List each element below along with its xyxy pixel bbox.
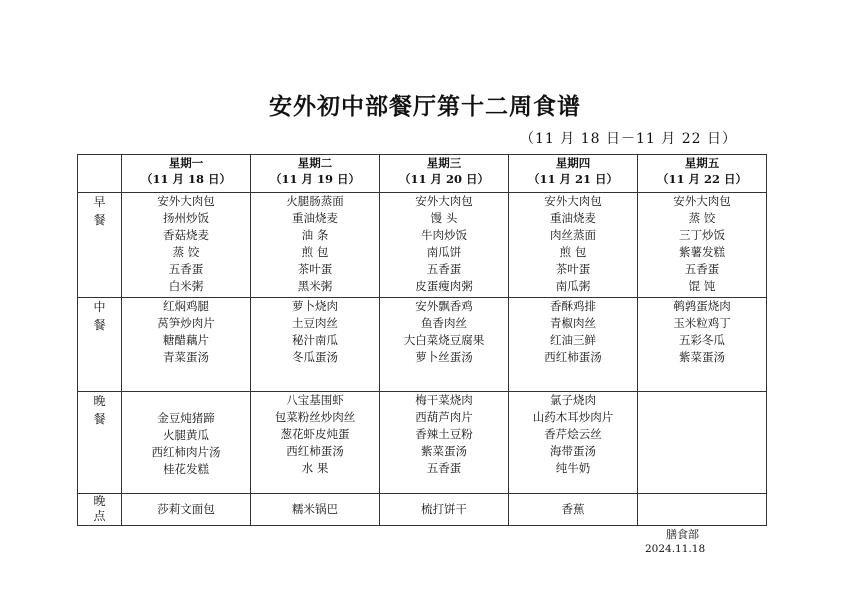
dish: 馄 饨 xyxy=(688,279,716,293)
breakfast-tue xyxy=(251,193,380,298)
dish: 重油烧麦 xyxy=(292,211,338,225)
dish: 白米粥 xyxy=(168,279,204,293)
dish: 三丁炒饭 xyxy=(679,228,725,242)
snack-tue: 糯米锅巴 xyxy=(251,494,380,526)
dish: 馒 头 xyxy=(430,211,458,225)
dish: 安外大肉包 xyxy=(673,194,731,208)
dish: 红焖鸡腿 xyxy=(163,299,209,313)
dish: 冬瓜蛋汤 xyxy=(292,350,338,364)
snack-fri xyxy=(638,494,767,526)
day-header-wed: 星期三 （11 月 20 日） xyxy=(380,155,509,193)
dish: 青菜蛋汤 xyxy=(163,350,209,364)
dinner-fri xyxy=(638,392,767,494)
snack-row xyxy=(78,494,767,526)
dish: 皮蛋瘦肉粥 xyxy=(415,279,473,293)
dish: 萝卜烧肉 xyxy=(292,299,338,313)
dish: 金豆炖猪蹄 xyxy=(157,411,215,425)
lunch-row xyxy=(78,298,767,392)
dinner-tue xyxy=(251,392,380,494)
snack-thu: 香蕉 xyxy=(509,494,638,526)
header-row xyxy=(78,155,767,193)
page-title: 安外初中部餐厅第十二周食谱 xyxy=(269,93,581,120)
day-header-tue: 星期二 （11 月 19 日） xyxy=(251,155,380,193)
dish: 火腿黄瓜 xyxy=(163,428,209,442)
dish: 油 条 xyxy=(301,228,329,242)
dish: 五彩冬瓜 xyxy=(679,333,725,347)
breakfast-row xyxy=(78,193,767,298)
dish: 茶叶蛋 xyxy=(297,262,333,276)
dish: 萝卜丝蛋汤 xyxy=(415,350,473,364)
dish: 大白菜烧豆腐果 xyxy=(403,333,485,347)
dinner-thu xyxy=(509,392,638,494)
dish: 西红柿肉片汤 xyxy=(151,445,221,459)
meal-label-lunch: 中 餐 xyxy=(78,298,122,392)
dish: 安外大肉包 xyxy=(415,194,473,208)
dish: 海带蛋汤 xyxy=(550,444,596,458)
dish: 五香蛋 xyxy=(684,262,720,276)
dish: 糖醋藕片 xyxy=(163,333,209,347)
dish: 水 果 xyxy=(301,461,329,475)
dish: 安外大肉包 xyxy=(544,194,602,208)
dish: 蒸 饺 xyxy=(688,211,716,225)
day-header-mon: 星期一 （11 月 18 日） xyxy=(122,155,251,193)
dish: 扬州炒饭 xyxy=(163,211,209,225)
dish: 煎 包 xyxy=(301,245,329,259)
dish: 玉米粒鸡丁 xyxy=(673,316,731,330)
day-header-fri: 星期五 （11 月 22 日） xyxy=(638,155,767,193)
dish: 安外飘香鸡 xyxy=(415,299,473,313)
dish: 梅干菜烧肉 xyxy=(415,393,473,407)
dish: 红油三鲜 xyxy=(550,333,596,347)
dish: 五香蛋 xyxy=(168,262,204,276)
dinner-wed xyxy=(380,392,509,494)
dish: 南瓜粥 xyxy=(555,279,591,293)
footer-date: 2024.11.18 xyxy=(645,543,706,555)
dish: 紫薯发糕 xyxy=(679,245,725,259)
dish: 香芹烩云丝 xyxy=(544,427,602,441)
dish: 紫菜蛋汤 xyxy=(421,444,467,458)
dish: 莴笋炒肉片 xyxy=(157,316,215,330)
dish: 安外大肉包 xyxy=(157,194,215,208)
dish: 重油烧麦 xyxy=(550,211,596,225)
dish: 五香蛋 xyxy=(426,461,462,475)
dish: 山药木耳炒肉片 xyxy=(532,410,614,424)
lunch-tue xyxy=(251,298,380,392)
dish: 鱼香肉丝 xyxy=(421,316,467,330)
dish: 桂花发糕 xyxy=(163,462,209,476)
breakfast-thu xyxy=(509,193,638,298)
dinner-row xyxy=(78,392,767,494)
lunch-thu xyxy=(509,298,638,392)
breakfast-fri xyxy=(638,193,767,298)
dish: 西葫芦肉片 xyxy=(415,410,473,424)
meal-label-dinner: 晚 餐 xyxy=(78,392,122,494)
dish: 香酥鸡排 xyxy=(550,299,596,313)
dinner-mon xyxy=(122,392,251,494)
dish: 香辣土豆粉 xyxy=(415,427,473,441)
dish: 五香蛋 xyxy=(426,262,462,276)
snack-wed: 梳打饼干 xyxy=(380,494,509,526)
lunch-mon xyxy=(122,298,251,392)
dish: 西红柿蛋汤 xyxy=(544,350,602,364)
dish: 纯牛奶 xyxy=(555,461,591,475)
meal-label-breakfast: 早 餐 xyxy=(78,193,122,298)
dish: 青椒肉丝 xyxy=(550,316,596,330)
day-header-thu: 星期四 （11 月 21 日） xyxy=(509,155,638,193)
dish: 包菜粉丝炒肉丝 xyxy=(274,410,356,424)
lunch-wed xyxy=(380,298,509,392)
dish: 茶叶蛋 xyxy=(555,262,591,276)
dish: 牛肉炒饭 xyxy=(421,228,467,242)
dish: 蒸 饺 xyxy=(172,245,200,259)
week-date-range: （11 月 18 日－11 月 22 日） xyxy=(520,131,737,147)
dish: 西红柿蛋汤 xyxy=(286,444,344,458)
dish: 肉丝蒸面 xyxy=(550,228,596,242)
dish: 火腿肠蒸面 xyxy=(286,194,344,208)
menu-table xyxy=(77,154,767,526)
dish: 葱花虾皮炖蛋 xyxy=(280,427,350,441)
dish: 八宝基围虾 xyxy=(286,393,344,407)
breakfast-wed xyxy=(380,193,509,298)
dish: 土豆肉丝 xyxy=(292,316,338,330)
snack-mon: 莎莉文面包 xyxy=(122,494,251,526)
meal-label-snack: 晚 点 xyxy=(78,494,122,526)
dish: 南瓜饼 xyxy=(426,245,462,259)
breakfast-mon xyxy=(122,193,251,298)
footer-department: 膳食部 xyxy=(666,528,699,541)
lunch-fri xyxy=(638,298,767,392)
corner-cell xyxy=(78,155,122,193)
dish: 氯子烧肉 xyxy=(550,393,596,407)
dish: 紫菜蛋汤 xyxy=(679,350,725,364)
dish: 鹌鹑蛋烧肉 xyxy=(673,299,731,313)
dish: 香菇烧麦 xyxy=(163,228,209,242)
dish: 秘汁南瓜 xyxy=(292,333,338,347)
dish: 黑米粥 xyxy=(297,279,333,293)
dish: 煎 包 xyxy=(559,245,587,259)
